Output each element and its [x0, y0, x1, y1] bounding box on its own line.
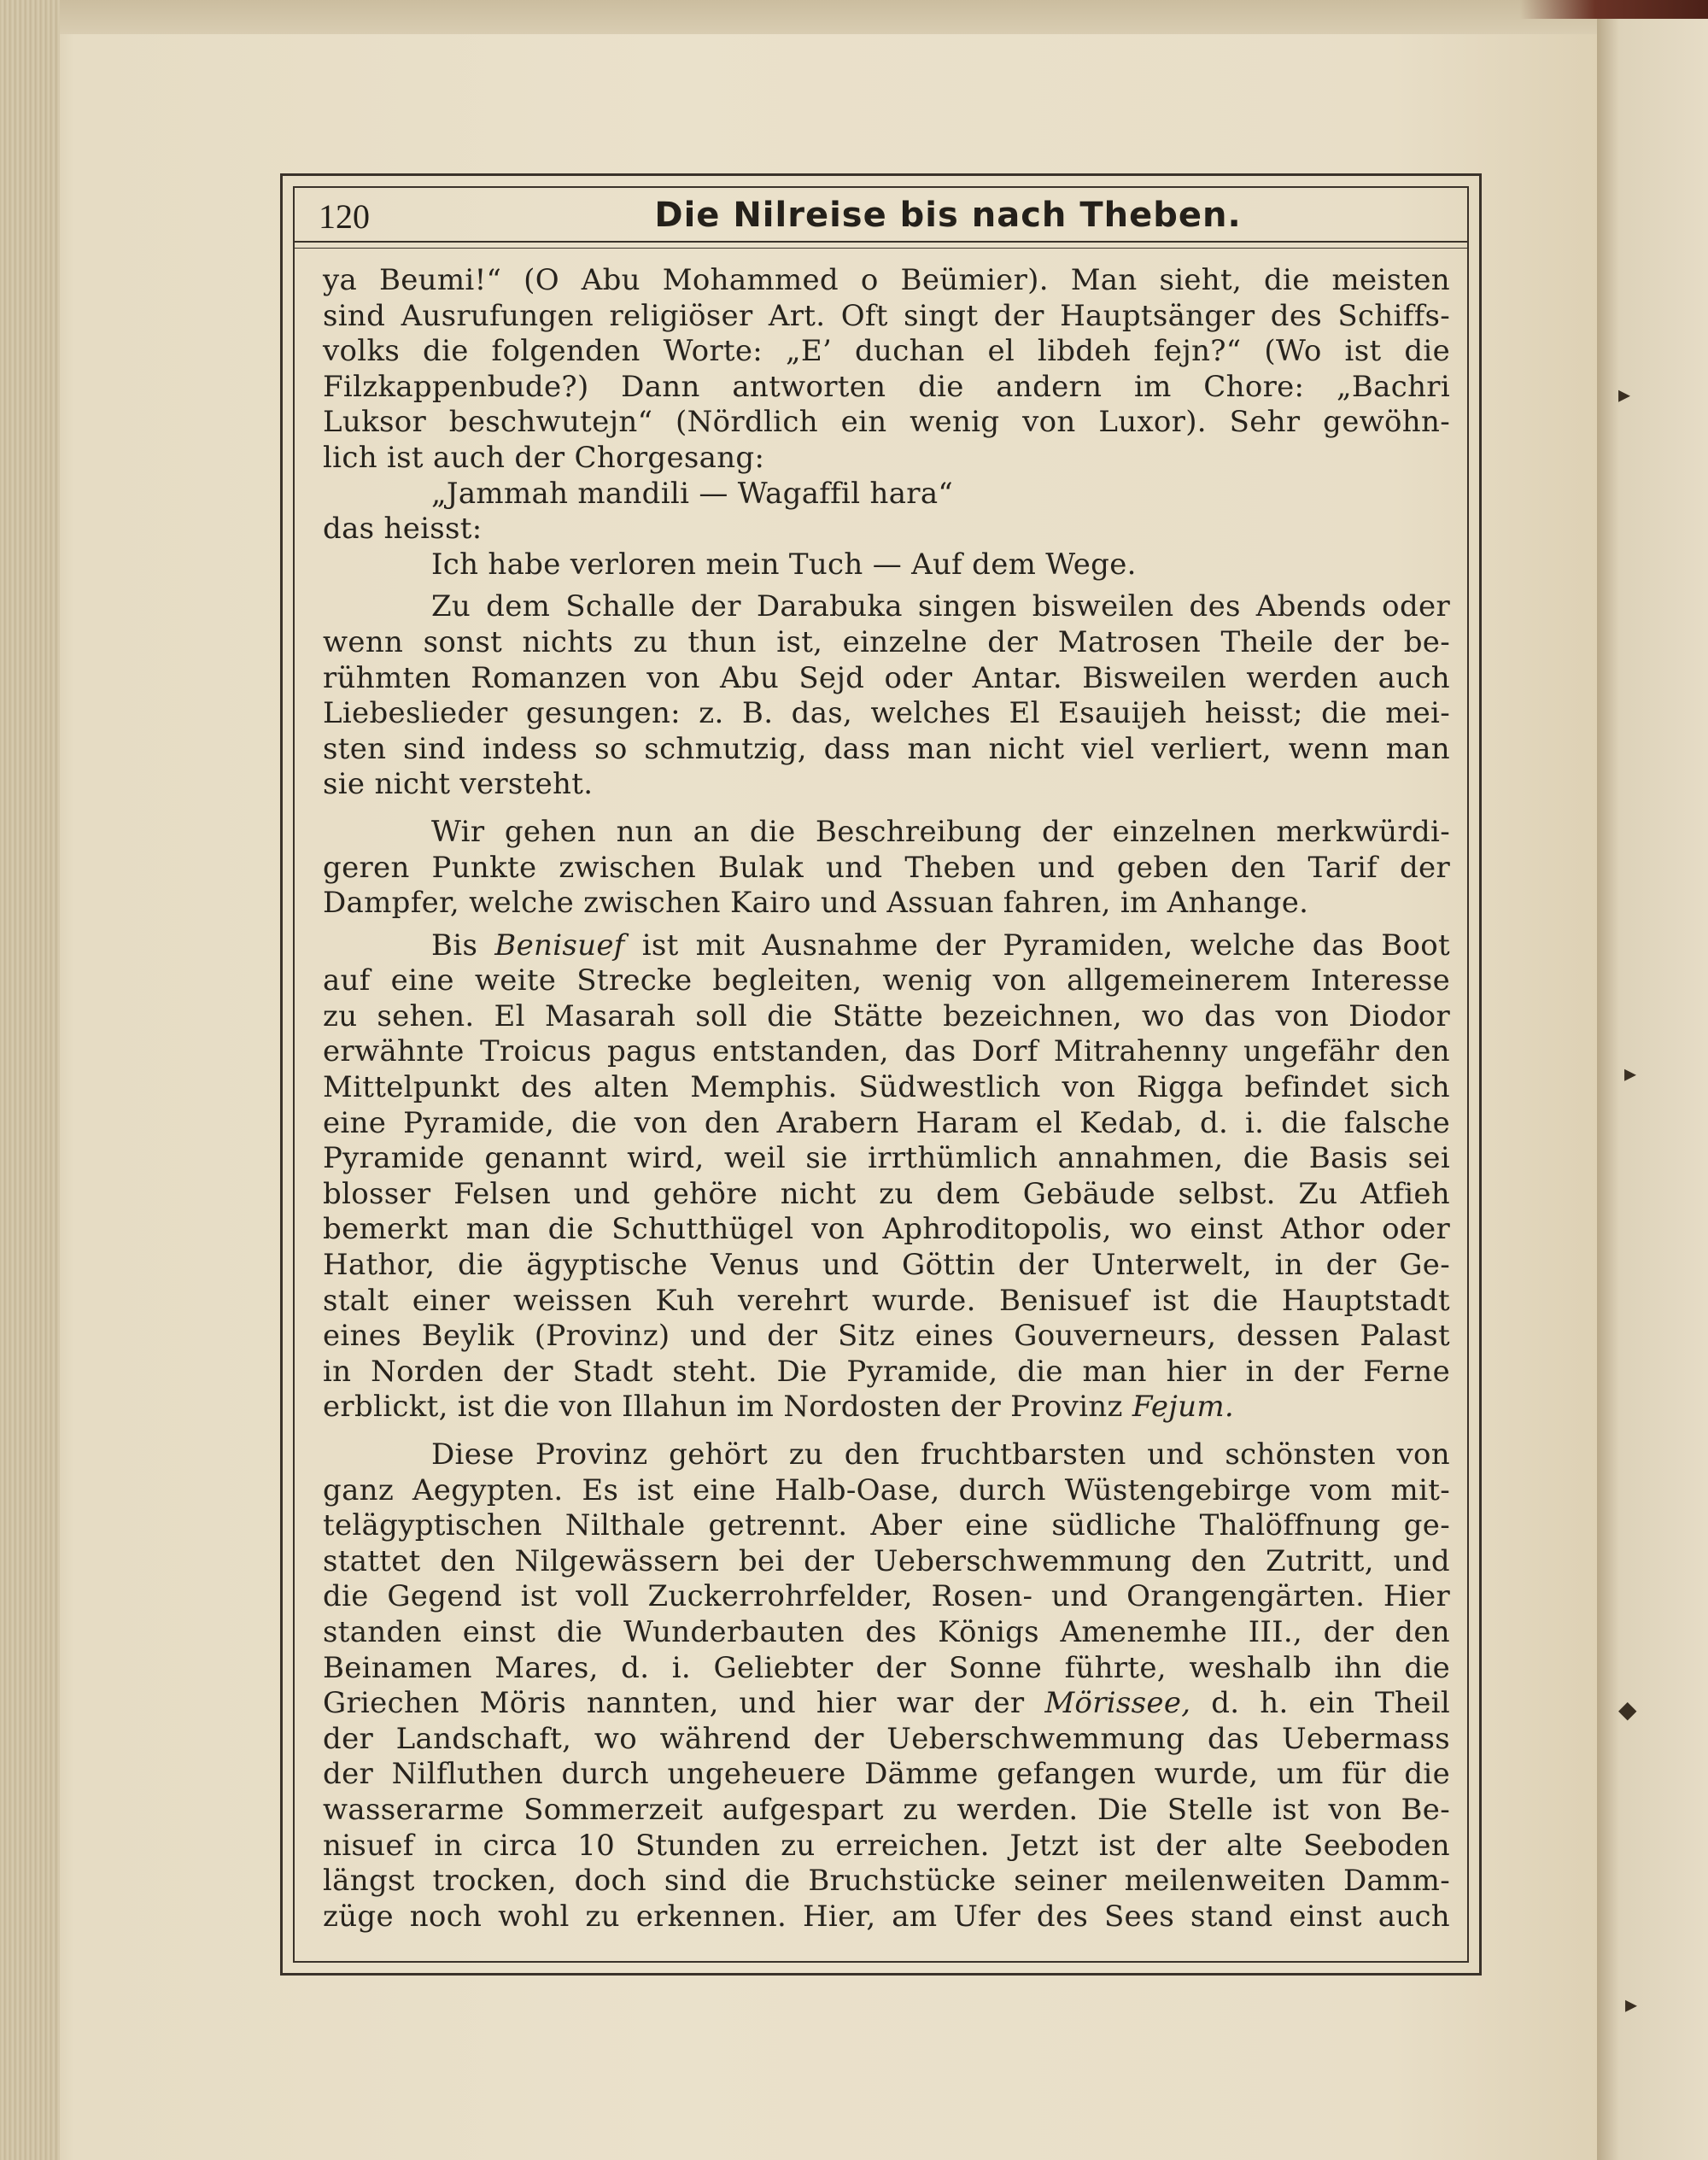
text-line: eines Beylik (Provinz) und der Sitz eines Gouverneurs, dessen Palast: [323, 1319, 1450, 1354]
text-line: nisuef in circa 10 Stunden zu erreichen. Jetzt ist der alte Seeboden: [323, 1828, 1450, 1863]
header-rule-thin: [293, 248, 1469, 249]
text-line: [323, 1390, 1450, 1425]
text-line: Pyramide genannt wird, weil sie irrthümlich annahmen, die Basis sei: [323, 1141, 1450, 1176]
text-line: lich ist auch der Chorgesang:: [323, 440, 765, 475]
inline-text: ist mit Ausnahme der Pyramiden, welche das Boot: [641, 928, 1450, 963]
text-line: sie nicht versteht.: [323, 767, 594, 802]
text-line: zu sehen. El Masarah soll die Stätte bezeichnen, wo das von Diodor: [323, 998, 1450, 1033]
text-line: Mittelpunkt des alten Memphis. Südwestlich von Rigga befindet sich: [323, 1070, 1450, 1105]
text-line: geren Punkte zwischen Bulak und Theben und geben den Tarif der: [323, 850, 1450, 885]
place-name-italic: Fejum.: [1132, 1390, 1234, 1425]
place-name-italic: Mörissee,: [1044, 1686, 1191, 1721]
text-line: sten sind indess so schmutzig, dass man nicht viel verliert, wenn man: [323, 731, 1450, 766]
text-line: sind Ausrufungen religiöser Art. Oft singt der Hauptsänger des Schiffs-: [323, 298, 1450, 333]
inline-word: Bis: [431, 928, 478, 963]
text-line: der Landschaft, wo während der Ueberschwemmung das Uebermass: [323, 1721, 1450, 1756]
bleed-mark: ▸: [1618, 380, 1631, 408]
text-line: das heisst:: [323, 512, 483, 547]
text-line: ganz Aegypten. Es ist eine Halb-Oase, durch Wüstengebirge vom mit-: [323, 1472, 1450, 1507]
page-edge-left: [0, 0, 60, 2160]
text-line: telägyptischen Nilthale getrennt. Aber eine südliche Thalöffnung ge-: [323, 1508, 1450, 1543]
binding-corner: [1520, 0, 1708, 19]
paragraph-first-line: Diese Provinz gehört zu den fruchtbarsten und schönsten von: [431, 1437, 1450, 1472]
facing-page-edge: [1597, 0, 1708, 2160]
verse-line: „Jammah mandili — Wagaffil hara“: [431, 476, 954, 511]
text-line: ya Beumi!“ (O Abu Mohammed o Beümier). Man sieht, die meisten: [323, 263, 1450, 297]
bleed-mark: ◆: [1618, 1695, 1637, 1724]
text-line: in Norden der Stadt steht. Die Pyramide, die man hier in der Ferne: [323, 1354, 1450, 1389]
header-rule: [293, 241, 1469, 243]
paragraph-first-line: Zu dem Schalle der Darabuka singen bisweilen des Abends oder: [431, 589, 1450, 624]
text-line: Luksor beschwutejn“ (Nördlich ein wenig von Luxor). Sehr gewöhn-: [323, 405, 1450, 440]
text-line: auf eine weite Strecke begleiten, wenig von allgemeinerem Interesse: [323, 963, 1450, 998]
body-text: [323, 263, 1450, 1935]
text-line: die Gegend ist voll Zuckerrohrfelder, Rosen- und Orangengärten. Hier: [323, 1579, 1450, 1614]
text-line: längst trocken, doch sind die Bruchstücke seiner meilenweiten Damm-: [323, 1864, 1450, 1899]
text-line: der Nilfluthen durch ungeheuere Dämme gefangen wurde, um für die: [323, 1757, 1450, 1792]
text-line: Filzkappenbude?) Dann antworten die andern im Chore: „Bachri: [323, 369, 1450, 404]
paragraph-first-line: [323, 928, 1450, 964]
inline-text: erblickt, ist die von Illahun im Nordosten der Provinz: [323, 1390, 1123, 1425]
text-line: wenn sonst nichts zu thun ist, einzelne der Matrosen Theile der be-: [323, 624, 1450, 659]
text-line: bemerkt man die Schutthügel von Aphroditopolis, wo einst Athor oder: [323, 1212, 1450, 1247]
verse-line: Ich habe verloren mein Tuch — Auf dem Wege.: [431, 547, 1137, 582]
text-line: Hathor, die ägyptische Venus und Göttin der Unterwelt, in der Ge-: [323, 1248, 1450, 1283]
bleed-mark: ▸: [1624, 1059, 1637, 1087]
text-line: eine Pyramide, die von den Arabern Haram el Kedab, d. i. die falsche: [323, 1105, 1450, 1140]
text-line: rühmten Romanzen von Abu Sejd oder Antar. Bisweilen werden auch: [323, 660, 1450, 695]
text-line: Dampfer, welche zwischen Kairo und Assuan fahren, im Anhange.: [323, 886, 1309, 921]
text-line: [323, 1686, 1450, 1722]
inline-text: d. h. ein Theil: [1211, 1686, 1451, 1721]
text-line: züge noch wohl zu erkennen. Hier, am Ufer des Sees stand einst auch: [323, 1899, 1450, 1934]
paragraph-first-line: Wir gehen nun an die Beschreibung der einzelnen merkwürdi-: [431, 814, 1450, 849]
running-title: Die Nilreise bis nach Theben.: [654, 196, 1242, 235]
inline-text: Griechen Möris nannten, und hier war der: [323, 1686, 1025, 1721]
page-edge-top: [0, 0, 1708, 34]
page-number: 120: [319, 197, 370, 236]
text-line: erwähnte Troicus pagus entstanden, das Dorf Mitrahenny ungefähr den: [323, 1034, 1450, 1069]
text-line: wasserarme Sommerzeit aufgespart zu werden. Die Stelle ist von Be-: [323, 1792, 1450, 1827]
place-name-italic: Benisuef: [494, 928, 625, 963]
text-line: stattet den Nilgewässern bei der Ueberschwemmung den Zutritt, und: [323, 1543, 1450, 1578]
text-line: Beinamen Mares, d. i. Geliebter der Sonne führte, weshalb ihn die: [323, 1650, 1450, 1685]
text-line: stalt einer weissen Kuh verehrt wurde. Benisuef ist die Hauptstadt: [323, 1283, 1450, 1318]
bleed-mark: ▸: [1625, 1990, 1638, 2018]
text-line: blosser Felsen und gehöre nicht zu dem Gebäude selbst. Zu Atfieh: [323, 1176, 1450, 1211]
text-line: volks die folgenden Worte: „E’ duchan el libdeh fejn?“ (Wo ist die: [323, 334, 1450, 369]
text-line: standen einst die Wunderbauten des Königs Amenemhe III., der den: [323, 1614, 1450, 1649]
text-line: Liebeslieder gesungen: z. B. das, welches El Esauijeh heisst; die mei-: [323, 696, 1450, 731]
